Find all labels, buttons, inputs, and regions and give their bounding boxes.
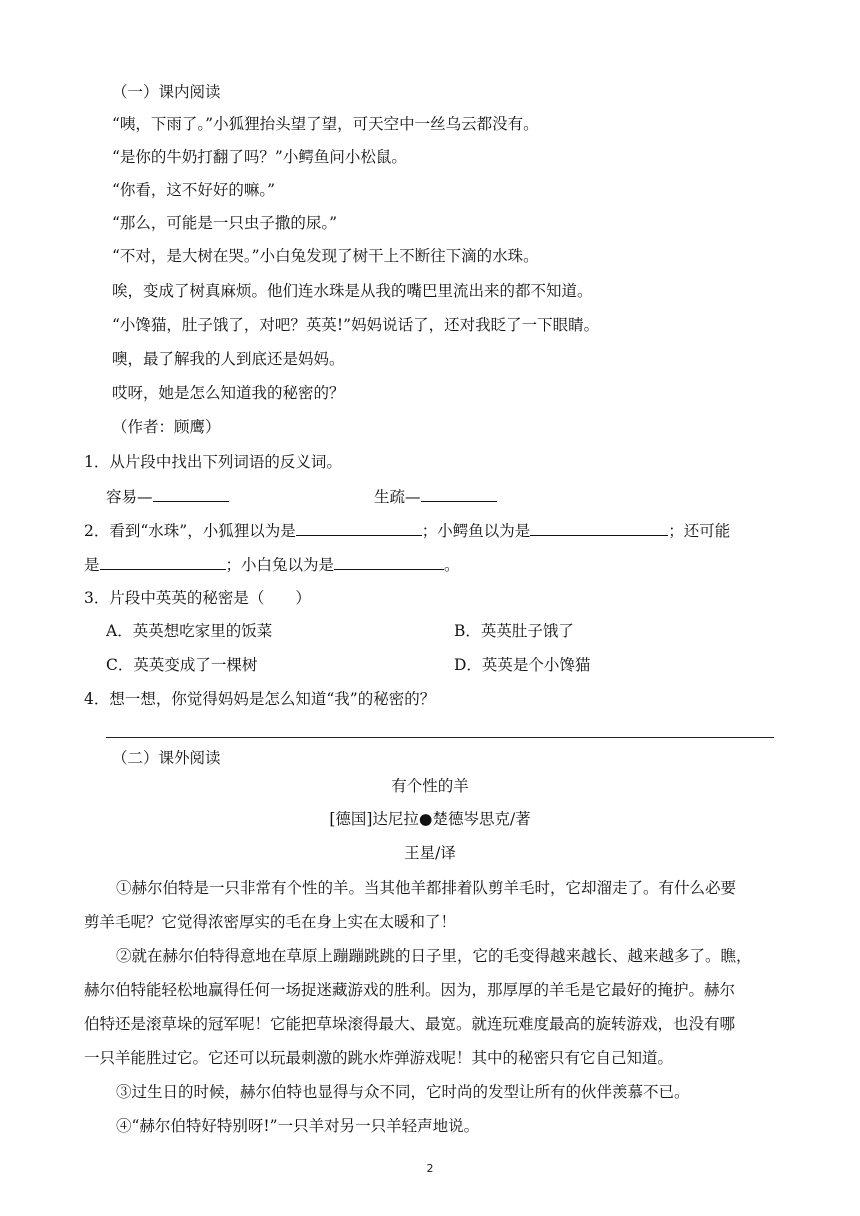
option-d[interactable]: D．英英是个小馋猫 bbox=[454, 656, 591, 674]
story-line: 剪羊毛呢？它觉得浓密厚实的毛在身上实在太暖和了！ bbox=[84, 913, 457, 931]
option-b[interactable]: B．英英肚子饿了 bbox=[454, 622, 574, 640]
passage-paragraph: “你看，这不好好的嘛。” bbox=[112, 181, 276, 199]
story-line: ③过生日的时候，赫尔伯特也显得与众不同，它时尚的发型让所有的伙伴羡慕不已。 bbox=[116, 1083, 690, 1101]
story-line: 伯特还是滚草垛的冠军呢！它能把草垛滚得最大、最宽。就连玩难度最高的旋转游戏，也没有哪 bbox=[84, 1015, 736, 1033]
answer-blank[interactable] bbox=[296, 519, 422, 536]
q2-text: ；小白兔以为是 bbox=[225, 556, 335, 574]
q1-item-b-label: 生疏— bbox=[374, 488, 421, 506]
story-line: ④“赫尔伯特好特别呀!”一只羊对另一只羊轻声地说。 bbox=[116, 1117, 480, 1135]
passage-paragraph: 哎呀，她是怎么知道我的秘密的？ bbox=[112, 384, 345, 402]
story-line: 赫尔伯特能轻松地赢得任何一场捉迷藏游戏的胜利。因为，那厚厚的羊毛是它最好的掩护。赫尔 bbox=[84, 981, 736, 999]
q1-item-a-label: 容易— bbox=[106, 488, 153, 506]
answer-line[interactable] bbox=[106, 737, 774, 738]
story-line: ①赫尔伯特是一只非常有个性的羊。当其他羊都排着队剪羊毛时，它却溜走了。有什么必要 bbox=[116, 879, 737, 897]
answer-blank[interactable] bbox=[530, 519, 668, 536]
story-translator: 王星/译 bbox=[404, 844, 456, 862]
q1-item-a bbox=[106, 485, 229, 508]
answer-blank[interactable] bbox=[334, 553, 444, 570]
q2-text: 是 bbox=[84, 556, 100, 574]
q2-text: ；小鳄鱼以为是 bbox=[421, 522, 531, 540]
answer-blank[interactable] bbox=[153, 485, 229, 502]
passage-paragraph: “小馋猫，肚子饿了，对吧？英英!”妈妈说话了，还对我眨了一下眼睛。 bbox=[112, 316, 600, 334]
answer-blank[interactable] bbox=[421, 485, 497, 502]
question-2-line2 bbox=[84, 553, 460, 576]
q2-text: 2．看到“水珠”，小狐狸以为是 bbox=[84, 522, 296, 540]
q1-item-b bbox=[374, 485, 497, 508]
page-number: 2 bbox=[426, 1162, 434, 1175]
passage-paragraph: “那么，可能是一只虫子撒的尿。” bbox=[112, 214, 338, 232]
q2-text: ；还可能 bbox=[668, 522, 731, 540]
section2-heading: （二）课外阅读 bbox=[112, 749, 221, 767]
passage-paragraph: 唉，变成了树真麻烦。他们连水珠是从我的嘴巴里流出来的都不知道。 bbox=[112, 282, 593, 300]
story-line: 一只羊能胜过它。它还可以玩最刺激的跳水炸弹游戏呢！其中的秘密只有它自己知道。 bbox=[84, 1049, 674, 1067]
option-c[interactable]: C．英英变成了一棵树 bbox=[106, 656, 258, 674]
passage-paragraph: “咦，下雨了。”小狐狸抬头望了望，可天空中一丝乌云都没有。 bbox=[112, 115, 539, 133]
passage-paragraph: “不对，是大树在哭。”小白兔发现了树干上不断往下滴的水珠。 bbox=[112, 247, 539, 265]
question-4: 4．想一想，你觉得妈妈是怎么知道“我”的秘密的？ bbox=[84, 690, 436, 708]
answer-blank[interactable] bbox=[100, 553, 226, 570]
option-a[interactable]: A．英英想吃家里的饭菜 bbox=[106, 622, 273, 640]
question-3: 3．片段中英英的秘密是（ ） bbox=[84, 589, 311, 607]
passage-paragraph: 噢，最了解我的人到底还是妈妈。 bbox=[112, 350, 345, 368]
passage-paragraph: “是你的牛奶打翻了吗？”小鳄鱼问小松鼠。 bbox=[112, 148, 407, 166]
question-1: 1．从片段中找出下列词语的反义词。 bbox=[84, 453, 342, 471]
question-2-line1 bbox=[84, 519, 730, 542]
story-author: [德国]达尼拉●楚德岑思克/著 bbox=[329, 810, 531, 828]
story-title: 有个性的羊 bbox=[391, 777, 469, 795]
author-note: （作者：顾鹰） bbox=[112, 418, 221, 436]
story-line: ②就在赫尔伯特得意地在草原上蹦蹦跳跳的日子里，它的毛变得越来越长、越来越多了。瞧， bbox=[116, 947, 752, 965]
q2-text: 。 bbox=[444, 556, 460, 574]
section1-heading: （一）课内阅读 bbox=[112, 83, 221, 101]
